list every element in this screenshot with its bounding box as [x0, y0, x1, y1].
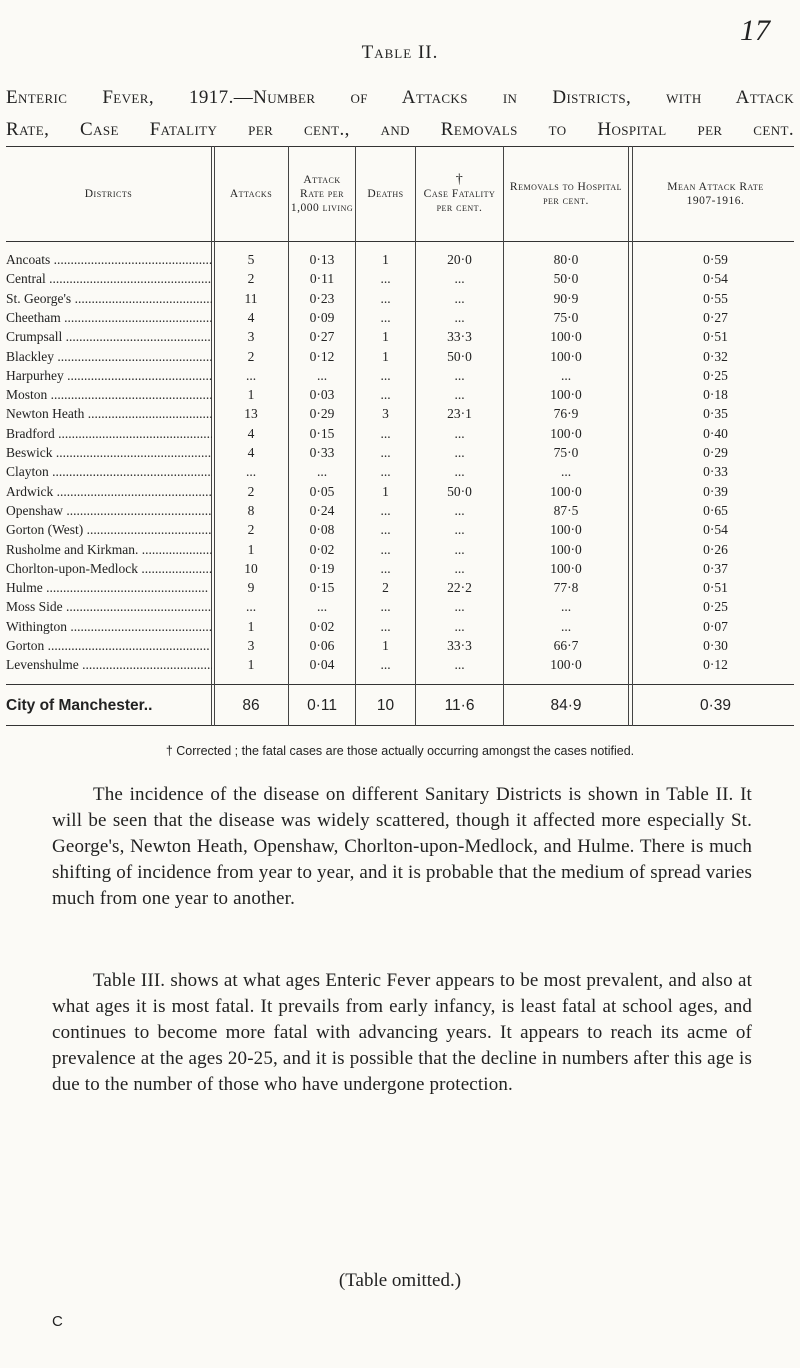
- cell-deaths: ...: [380, 560, 391, 576]
- cell-attacks: 9: [247, 580, 255, 596]
- cell-fatality: 50·0: [447, 483, 472, 499]
- district-name: Rusholme and Kirkman. .....: [6, 540, 212, 559]
- table-row: [0, 540, 800, 559]
- header-case-fatality: † Case Fatality per cent.: [423, 172, 496, 214]
- cell-removals: 75·0: [553, 309, 579, 325]
- cell-fatality: ...: [454, 502, 465, 518]
- district-name: Blackley .....: [6, 347, 212, 366]
- cell-rate: 0·11: [309, 271, 335, 287]
- cell-deaths: ...: [380, 502, 391, 518]
- cell-fatality: ...: [454, 522, 465, 538]
- cell-fatality: 33·3: [447, 329, 472, 345]
- cell-rate: 0·08: [309, 522, 335, 538]
- cell-removals: 76·9: [553, 406, 579, 422]
- cell-removals: 100·0: [550, 522, 582, 538]
- cell-fatality: 50·0: [447, 348, 472, 364]
- cell-rate: 0·27: [309, 329, 335, 345]
- cell-rate: 0·13: [309, 252, 335, 267]
- cell-deaths: 1: [382, 252, 389, 267]
- cell-attacks: ...: [245, 367, 257, 383]
- cell-attacks: ...: [245, 599, 257, 615]
- cell-mean: 0·51: [703, 329, 728, 345]
- table-row: [0, 289, 800, 308]
- cell-mean: 0·59: [703, 252, 728, 267]
- cell-deaths: ...: [380, 618, 391, 634]
- cell-deaths: ...: [380, 387, 391, 403]
- total-bottom-rule: [6, 725, 794, 726]
- cell-fatality: 22·2: [447, 580, 472, 596]
- district-name: Moston .....: [6, 385, 212, 404]
- cell-rate: 0·33: [309, 445, 335, 460]
- table-row: [0, 366, 800, 385]
- cell-attacks: 4: [247, 309, 255, 325]
- cell-deaths: ...: [380, 445, 391, 460]
- cell-rate: 0·29: [309, 406, 335, 422]
- cell-removals: 77·8: [553, 580, 579, 596]
- table-row: [0, 501, 800, 520]
- table-row: [0, 250, 800, 269]
- cell-attacks: 2: [247, 271, 255, 287]
- cell-mean: 0·33: [703, 464, 728, 480]
- table-omitted-note: (Table omitted.): [338, 1270, 462, 1291]
- cell-attacks: 11: [244, 290, 258, 306]
- cell-rate: 0·06: [309, 638, 335, 653]
- cell-rate: ...: [316, 367, 328, 383]
- cell-rate: 0·24: [309, 502, 335, 518]
- cell-rate: 0·03: [309, 387, 335, 403]
- table-row: [0, 597, 800, 616]
- paragraph-1: The incidence of the disease on different Sanitary Districts is shown in Table II. It will be seen that the disease was widely scattered, though it affected more especially St. George's, Newton Heath, Openshaw, Chorlton-upon-Medlock, and Hulme. There is much shifting of incidence from year to year, and it is probable that the medium of spread varies much from one year to another.: [52, 784, 752, 909]
- cell-mean: 0·65: [703, 502, 728, 518]
- table-top-rule: [6, 146, 794, 147]
- cell-mean: 0·12: [703, 657, 728, 673]
- cell-rate: 0·19: [309, 560, 335, 576]
- district-name: Beswick .....: [6, 443, 212, 462]
- cell-deaths: ...: [380, 309, 391, 325]
- cell-fatality: ...: [454, 309, 465, 325]
- district-name: Bradford .....: [6, 424, 212, 443]
- cell-rate: 0·09: [309, 309, 335, 325]
- header-removals: Removals to Hospital per cent.: [509, 181, 623, 207]
- cell-deaths: 1: [382, 329, 389, 345]
- district-name: Harpurhey .....: [6, 366, 212, 385]
- table-row: [0, 347, 800, 366]
- cell-attacks: 2: [247, 522, 255, 538]
- cell-rate: 0·15: [309, 580, 335, 596]
- cell-attacks: 5: [247, 252, 255, 267]
- cell-removals: 90·9: [553, 290, 579, 306]
- cell-fatality: ...: [454, 657, 465, 673]
- cell-rate: 0·04: [309, 657, 335, 673]
- cell-deaths: 1: [382, 348, 389, 364]
- total-deaths: 10: [376, 697, 395, 714]
- cell-mean: 0·54: [703, 522, 728, 538]
- table-caption: [6, 82, 794, 146]
- cell-mean: 0·25: [703, 599, 728, 615]
- cell-rate: ...: [316, 464, 328, 480]
- cell-attacks: 2: [247, 348, 255, 364]
- caption-line-1: Enteric Fever, 1917.—Number of Attacks in Districts, with Attack: [6, 87, 794, 108]
- cell-fatality: ...: [454, 425, 465, 441]
- cell-mean: 0·39: [703, 483, 728, 499]
- cell-mean: 0·35: [703, 406, 728, 422]
- cell-removals: 100·0: [550, 541, 582, 557]
- cell-mean: 0·07: [703, 618, 728, 634]
- total-fatality: 11·6: [444, 697, 475, 714]
- cell-mean: 0·26: [703, 541, 728, 557]
- cell-removals: 100·0: [550, 657, 582, 673]
- cell-deaths: ...: [380, 271, 391, 287]
- cell-fatality: ...: [454, 541, 465, 557]
- caption-line-2: Rate, Case Fatality per cent., and Removals to Hospital per cent.: [6, 119, 794, 140]
- table-title: Table II.: [361, 42, 439, 63]
- table-row: [0, 617, 800, 636]
- cell-rate: 0·02: [309, 618, 335, 634]
- table-row: [0, 385, 800, 404]
- cell-mean: 0·55: [703, 290, 728, 306]
- signature-mark: C: [52, 1313, 63, 1330]
- cell-fatality: 33·3: [447, 638, 472, 653]
- cell-fatality: ...: [454, 367, 465, 383]
- cell-removals: 80·0: [553, 252, 579, 267]
- cell-fatality: ...: [454, 387, 465, 403]
- district-name: Crumpsall .....: [6, 327, 212, 346]
- cell-attacks: 10: [244, 560, 258, 576]
- district-name: Ancoats .....: [6, 250, 212, 269]
- dagger-mark: †: [455, 172, 464, 187]
- cell-rate: 0·15: [309, 425, 335, 441]
- cell-attacks: 1: [247, 657, 255, 673]
- cell-fatality: ...: [454, 618, 465, 634]
- cell-rate: 0·05: [309, 483, 335, 499]
- cell-fatality: ...: [454, 599, 465, 615]
- total-rate: 0·11: [307, 697, 337, 714]
- district-name: Gorton (West) .....: [6, 520, 212, 539]
- district-name: Chorlton-upon-Medlock .....: [6, 559, 212, 578]
- cell-mean: 0·25: [703, 367, 728, 383]
- cell-deaths: ...: [380, 367, 391, 383]
- district-name: Moss Side .....: [6, 597, 212, 616]
- total-mean: 0·39: [699, 697, 732, 714]
- table-row: [0, 636, 800, 655]
- page-number: 17: [740, 14, 770, 47]
- cell-attacks: 4: [247, 445, 255, 460]
- district-name: Openshaw .....: [6, 501, 212, 520]
- footnote: † Corrected ; the fatal cases are those actually occurring amongst the cases notified.: [165, 744, 635, 758]
- header-bottom-rule: [6, 241, 794, 242]
- cell-mean: 0·27: [703, 309, 728, 325]
- district-name: Gorton .....: [6, 636, 212, 655]
- cell-mean: 0·18: [703, 387, 728, 403]
- cell-removals: 100·0: [550, 483, 582, 499]
- cell-attacks: 13: [244, 406, 258, 422]
- cell-removals: 100·0: [550, 329, 582, 345]
- cell-deaths: ...: [380, 425, 391, 441]
- cell-deaths: ...: [380, 657, 391, 673]
- cell-removals: ...: [560, 618, 572, 634]
- cell-fatality: ...: [454, 560, 465, 576]
- cell-attacks: 4: [247, 425, 255, 441]
- cell-rate: 0·23: [309, 290, 335, 306]
- cell-mean: 0·40: [703, 425, 728, 441]
- cell-deaths: 1: [382, 483, 389, 499]
- cell-deaths: 2: [382, 580, 389, 596]
- district-name: Levenshulme .....: [6, 655, 212, 674]
- cell-removals: 100·0: [550, 387, 582, 403]
- cell-deaths: ...: [380, 290, 391, 306]
- cell-removals: 75·0: [553, 445, 579, 460]
- header-deaths: Deaths: [367, 188, 404, 200]
- cell-deaths: ...: [380, 464, 391, 480]
- table-row: [0, 578, 800, 597]
- cell-removals: 87·5: [553, 502, 579, 518]
- cell-attacks: 3: [247, 329, 255, 345]
- cell-fatality: 23·1: [447, 406, 472, 422]
- cell-attacks: 2: [247, 483, 255, 499]
- cell-mean: 0·54: [703, 271, 728, 287]
- cell-mean: 0·30: [703, 638, 728, 653]
- header-attacks: Attacks: [229, 188, 273, 200]
- cell-fatality: ...: [454, 271, 465, 287]
- table-row: [0, 424, 800, 443]
- total-row: [0, 696, 800, 715]
- cell-attacks: 1: [247, 618, 255, 634]
- cell-removals: ...: [560, 599, 572, 615]
- cell-removals: 66·7: [553, 638, 579, 653]
- district-name: Withington .....: [6, 617, 212, 636]
- cell-mean: 0·32: [703, 348, 728, 364]
- district-name: Clayton .....: [6, 462, 212, 481]
- cell-mean: 0·51: [703, 580, 728, 596]
- total-top-rule: [6, 684, 794, 685]
- cell-mean: 0·29: [703, 445, 728, 460]
- cell-removals: 100·0: [550, 348, 582, 364]
- header-districts: Districts: [84, 188, 133, 200]
- cell-deaths: ...: [380, 541, 391, 557]
- table-row: [0, 443, 800, 462]
- cell-removals: 50·0: [553, 271, 579, 287]
- table-row: [0, 404, 800, 423]
- district-name: Cheetham .....: [6, 308, 212, 327]
- cell-removals: ...: [560, 367, 572, 383]
- cell-deaths: ...: [380, 522, 391, 538]
- district-name: Central .....: [6, 269, 212, 288]
- cell-fatality: ...: [454, 464, 465, 480]
- cell-fatality: ...: [454, 445, 465, 460]
- cell-deaths: 3: [382, 406, 389, 422]
- paragraph-2: Table III. shows at what ages Enteric Fever appears to be most prevalent, and also at what ages it is most fatal. It prevails from early infancy, is least fatal at school ages, and continues to become more fatal with advancing years. It appears to reach its acme of prevalence at the ages 20-25, and it is possible that the decline in numbers after this age is due to the number of those who have undergone protection.: [52, 970, 752, 1095]
- cell-attacks: 1: [247, 541, 255, 557]
- total-attacks: 86: [242, 697, 260, 714]
- total-district: City of Manchester..: [6, 697, 153, 714]
- header-mean-rate: Mean Attack Rate 1907-1916.: [667, 181, 764, 207]
- cell-rate: ...: [316, 599, 328, 615]
- cell-attacks: ...: [245, 464, 257, 480]
- table-row: [0, 269, 800, 288]
- table-row: [0, 520, 800, 539]
- table-row: [0, 482, 800, 501]
- cell-deaths: ...: [380, 599, 391, 615]
- cell-attacks: 8: [247, 502, 255, 518]
- cell-fatality: 20·0: [447, 252, 472, 267]
- district-name: Newton Heath .....: [6, 404, 212, 423]
- table-row: [0, 559, 800, 578]
- district-name: Hulme .....: [6, 578, 212, 597]
- cell-removals: ...: [560, 464, 572, 480]
- table-row: [0, 327, 800, 346]
- cell-removals: 100·0: [550, 560, 582, 576]
- cell-removals: 100·0: [550, 425, 582, 441]
- header-attack-rate: Attack Rate per 1,000 living: [290, 174, 354, 214]
- table-row: [0, 462, 800, 481]
- cell-mean: 0·37: [703, 560, 728, 576]
- table-row: [0, 655, 800, 674]
- cell-rate: 0·02: [309, 541, 335, 557]
- district-name: Ardwick .....: [6, 482, 212, 501]
- cell-rate: 0·12: [309, 348, 335, 364]
- table-row: [0, 308, 800, 327]
- cell-deaths: 1: [382, 638, 389, 653]
- total-removals: 84·9: [550, 697, 582, 714]
- cell-fatality: ...: [454, 290, 465, 306]
- cell-attacks: 3: [247, 638, 255, 653]
- cell-attacks: 1: [247, 387, 255, 403]
- district-name: St. George's .....: [6, 289, 212, 308]
